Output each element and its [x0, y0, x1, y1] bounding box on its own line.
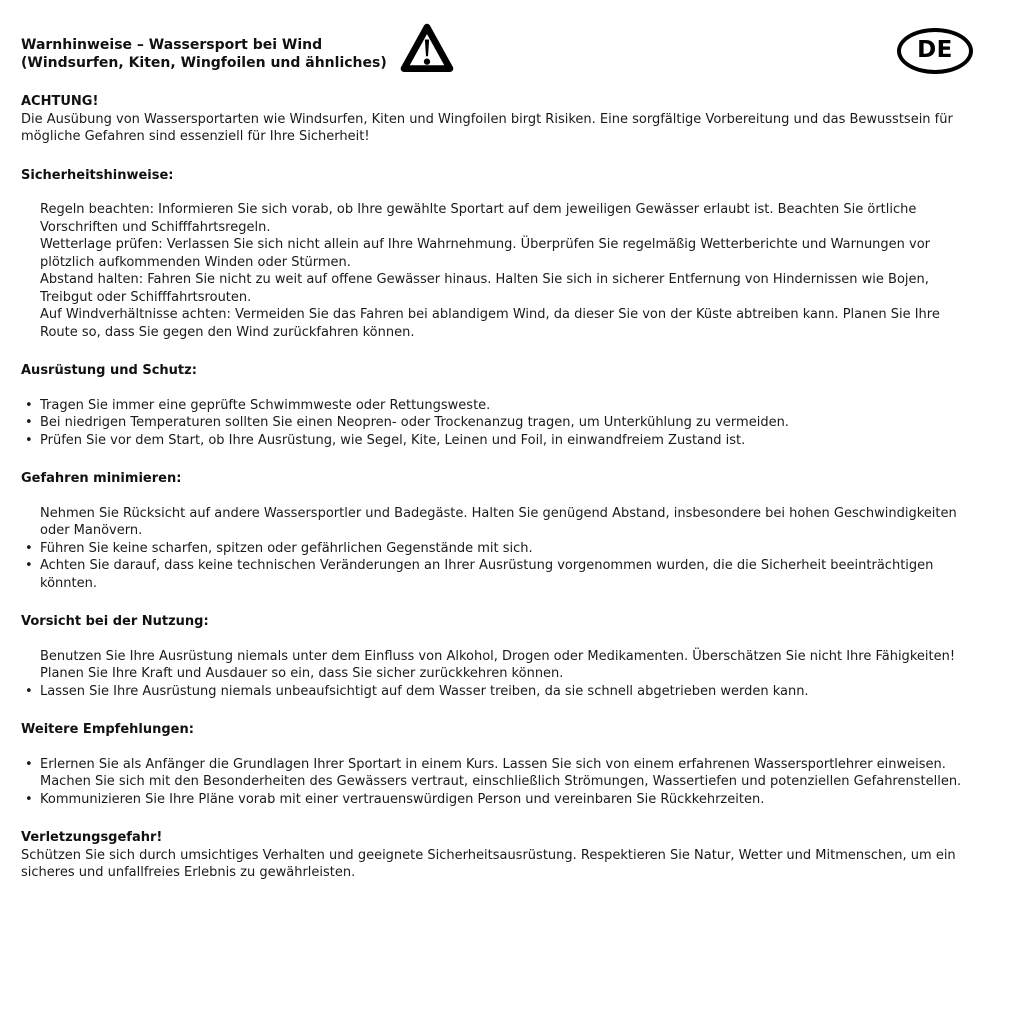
document-title [21, 36, 387, 72]
list-item-text: Benutzen Sie Ihre Ausrüstung niemals unter dem Einfluss von Alkohol, Drogen oder Medikamenten. Überschätzen Sie nicht Ihre Fähigkeiten! Planen Sie Ihre Kraft und Ausdauer so ein, dass Sie sicher zurückkehren können. [40, 648, 956, 681]
section-heading: Vorsicht bei der Nutzung: [21, 614, 209, 629]
list-item [21, 540, 975, 558]
list-item-text: Tragen Sie immer eine geprüfte Schwimmweste oder Rettungsweste. [40, 397, 491, 413]
section-heading: Verletzungsgefahr! [21, 830, 163, 845]
warning-triangle-icon [399, 20, 455, 78]
section-list [21, 648, 975, 701]
list-item [21, 756, 975, 774]
list-item-text: Abstand halten: Fahren Sie nicht zu weit auf offene Gewässer hinaus. Halten Sie sich in sicherer Entfernung von Hindernissen wie Bojen, Treibgut oder Schifffahrtsrouten. [40, 272, 929, 305]
section-heading: ACHTUNG! [21, 94, 99, 109]
list-item [21, 683, 975, 701]
section-heading: Sicherheitshinweise: [21, 167, 174, 183]
document-header [21, 0, 975, 78]
list-item [21, 397, 975, 415]
list-item-text: Lassen Sie Ihre Ausrüstung niemals unbeaufsichtigt auf dem Wasser treiben, da sie schnell abgetrieben werden kann. [40, 683, 809, 699]
section-list [21, 201, 975, 341]
list-item [21, 557, 975, 592]
section-list [21, 397, 975, 450]
section-paragraph: Die Ausübung von Wassersportarten wie Windsurfen, Kiten und Wingfoilen birgt Risiken. Eine sorgfältige Vorbereitung und das Bewusstsein für mögliche Gefahren sind essenziell für Ihre Sicherheit! [21, 111, 953, 144]
list-item-text: Bei niedrigen Temperaturen sollten Sie einen Neopren- oder Trockenanzug tragen, um Unterkühlung zu vermeiden. [40, 415, 789, 430]
list-item-text: Nehmen Sie Rücksicht auf andere Wassersportler und Badegäste. Halten Sie genügend Abstand, insbesondere bei hohen Geschwindigkeiten oder Manövern. [40, 505, 957, 538]
title-line-1: Warnhinweise – Wassersport bei Wind [21, 37, 323, 53]
list-item [21, 648, 975, 683]
list-item-text: Achten Sie darauf, dass keine technischen Veränderungen an Ihrer Ausrüstung vorgenommen wurden, die die Sicherheit beeinträchtigen könnten. [40, 558, 934, 591]
list-item [21, 432, 975, 450]
language-badge-label: DE [917, 37, 953, 64]
list-item-text: Wetterlage prüfen: Verlassen Sie sich nicht allein auf Ihre Wahrnehmung. Überprüfen Sie regelmäßig Wetterberichte und Warnungen vor plötzlich aufkommenden Winden oder Stürmen. [40, 237, 931, 270]
list-item-text: Führen Sie keine scharfen, spitzen oder gefährlichen Gegenstände mit sich. [40, 540, 533, 556]
bullet-icon: • [25, 558, 33, 573]
list-item [21, 201, 975, 236]
bullet-icon: • [25, 397, 33, 413]
list-item [21, 414, 975, 432]
list-item-text: Prüfen Sie vor dem Start, ob Ihre Ausrüstung, wie Segel, Kite, Leinen und Foil, in einwandfreiem Zustand ist. [40, 432, 746, 448]
section-list [21, 505, 975, 593]
list-item [21, 773, 975, 791]
section-heading: Ausrüstung und Schutz: [21, 363, 197, 378]
list-item-text: Erlernen Sie als Anfänger die Grundlagen Ihrer Sportart in einem Kurs. Lassen Sie sich von einem erfahrenen Wassersportlehrer einweisen. [40, 756, 946, 772]
document-body [21, 93, 975, 882]
section-paragraph: Schützen Sie sich durch umsichtiges Verhalten und geeignete Sicherheitsausrüstung. Respektieren Sie Natur, Wetter und Mitmenschen, um ein sicheres und unfallfreies Erlebnis zu gewährleisten. [21, 847, 956, 880]
bullet-icon: • [25, 683, 33, 699]
section-heading: Weitere Empfehlungen: [21, 722, 194, 737]
bullet-icon: • [25, 415, 33, 430]
bullet-icon: • [25, 756, 33, 772]
list-item-text: Machen Sie sich mit den Besonderheiten des Gewässers vertraut, einschließlich Strömungen, Wassertiefen und potenziellen Gefahrenstellen. [40, 774, 962, 789]
list-item-text: Kommunizieren Sie Ihre Pläne vorab mit einer vertrauenswürdigen Person und vereinbaren Sie Rückkehrzeiten. [40, 791, 765, 807]
list-item [21, 306, 975, 341]
bullet-icon: • [25, 791, 33, 807]
list-item [21, 236, 975, 271]
section-heading: Gefahren minimieren: [21, 471, 182, 486]
list-item-text: Auf Windverhältnisse achten: Vermeiden Sie das Fahren bei ablandigem Wind, da dieser Sie von der Küste abtreiben kann. Planen Sie Ihre Route so, dass Sie gegen den Wind zurückfahren können. [40, 307, 940, 340]
section-list [21, 756, 975, 809]
list-item [21, 791, 975, 809]
list-item [21, 505, 975, 540]
list-item-text: Regeln beachten: Informieren Sie sich vorab, ob Ihre gewählte Sportart auf dem jeweiligen Gewässer erlaubt ist. Beachten Sie örtliche Vorschriften und Schifffahrtsregeln. [40, 202, 917, 235]
list-item [21, 271, 975, 306]
title-line-2: (Windsurfen, Kiten, Wingfoilen und ähnliches) [21, 55, 387, 71]
bullet-icon: • [25, 432, 33, 448]
bullet-icon: • [25, 540, 33, 556]
language-badge [897, 28, 973, 74]
